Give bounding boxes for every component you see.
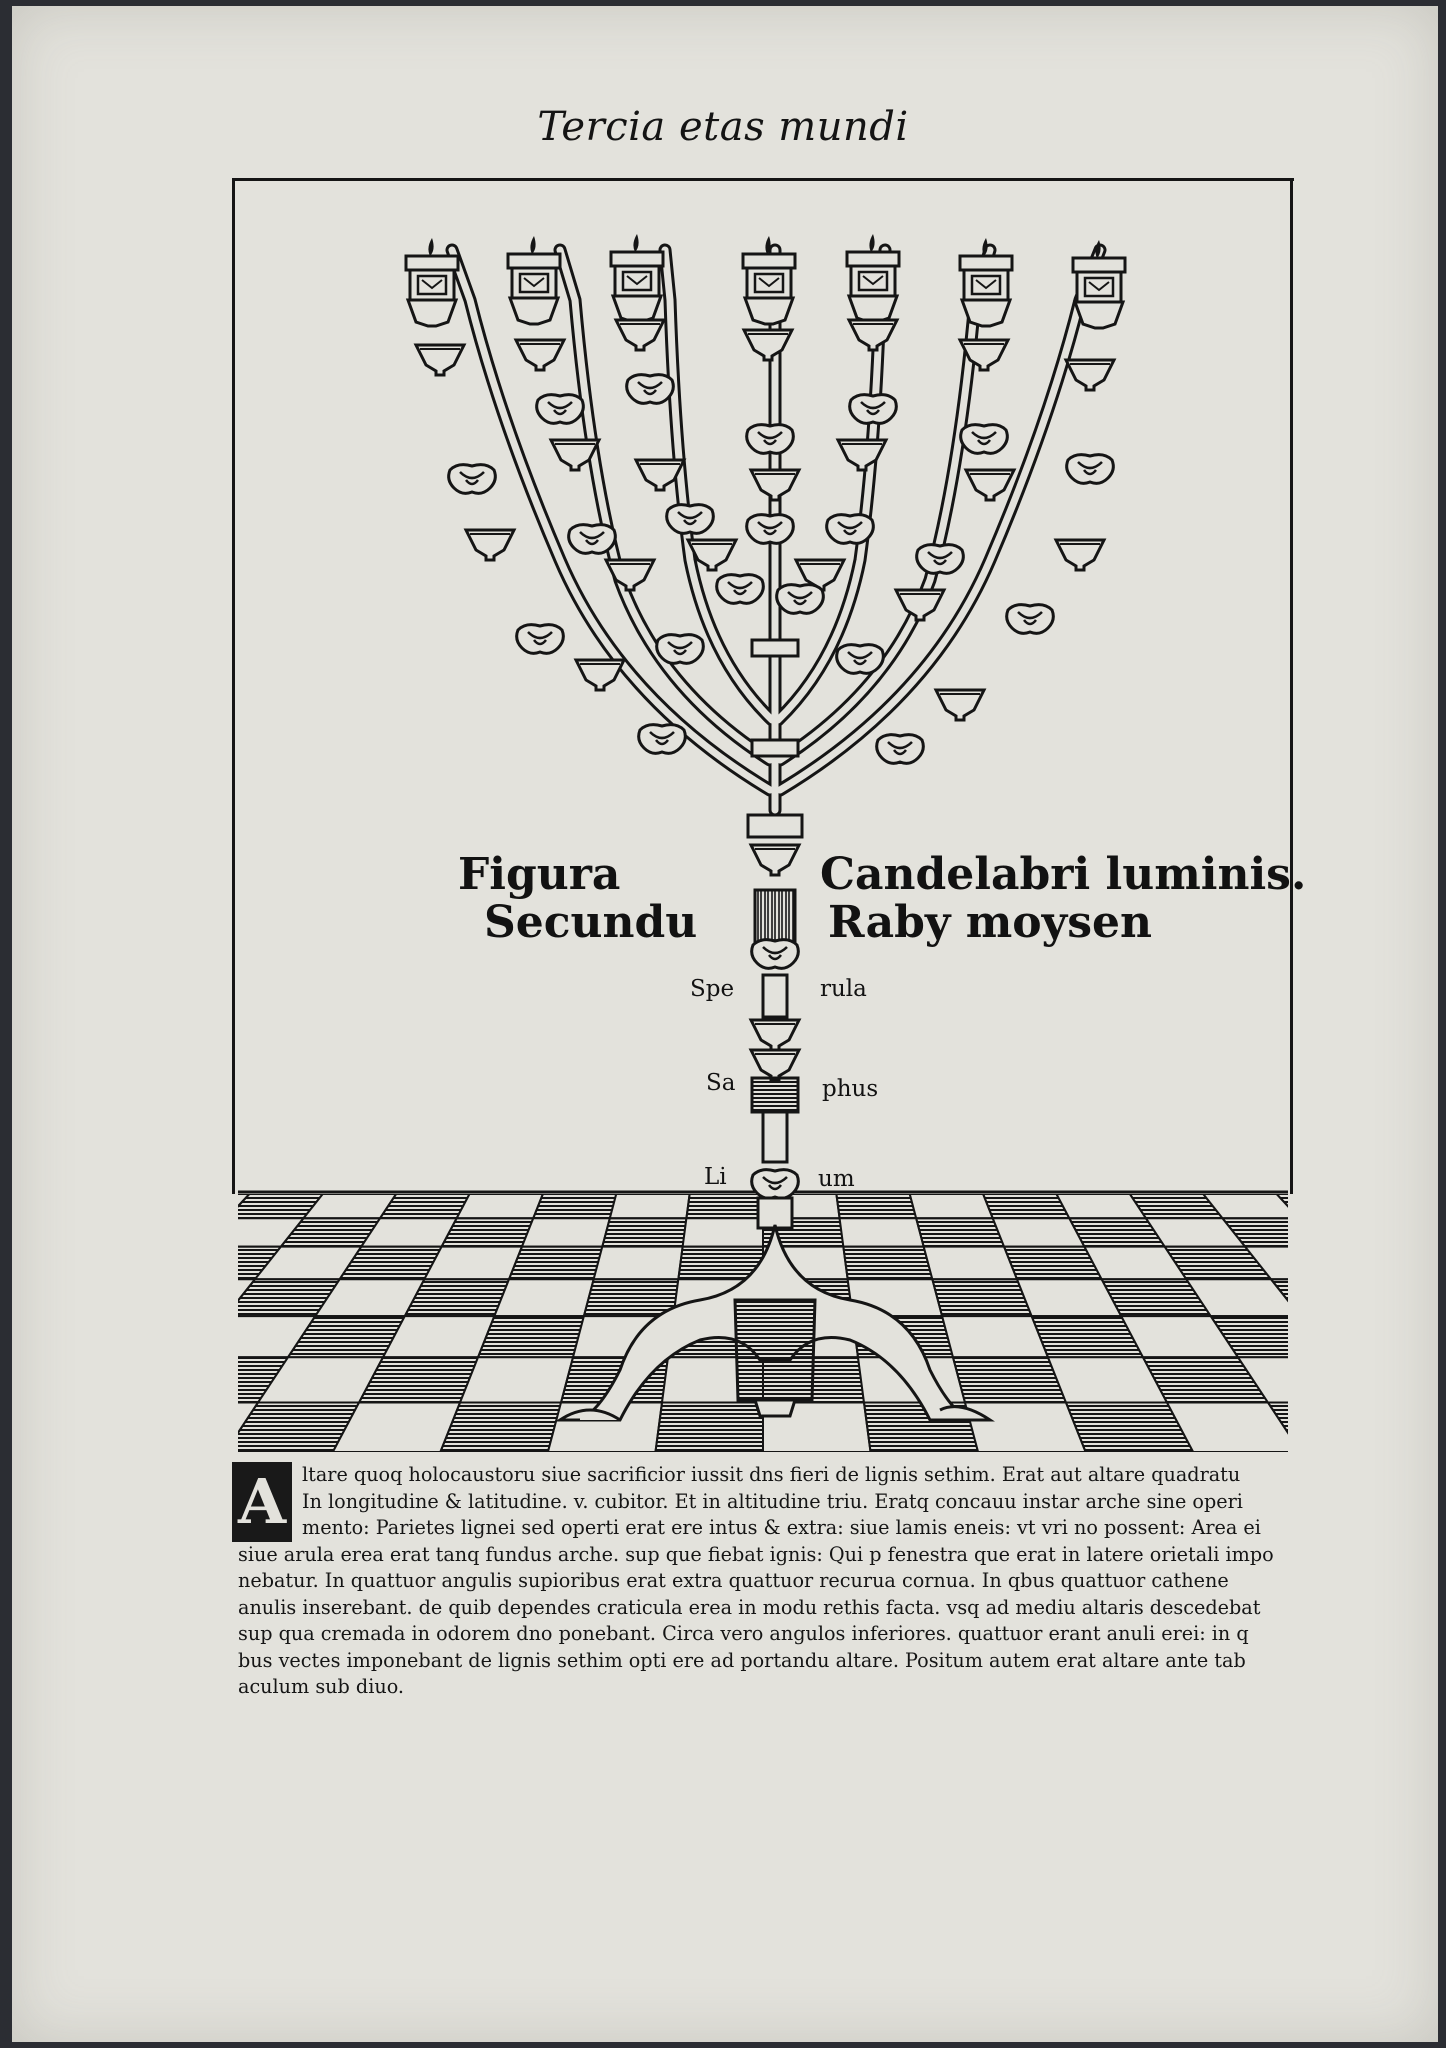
text-line: In longitudine & latitudine. v. cubitor. Et in altitudine triu. Eratq concauu instar arche sine operi	[302, 1489, 1243, 1513]
decorated-initial: A	[232, 1462, 292, 1542]
floor-tile	[86, 1247, 201, 1280]
text-line: mento: Parietes lignei sed operti erat ere intus & extra: siue lamis eneis: vt vri no possent: Area ei	[302, 1516, 1261, 1539]
floor-tile	[1428, 1357, 1446, 1402]
text-line: ltare quoq holocaustoru siue sacrificior iussit dns fieri de lignis sethim. Erat aut altare quadratu	[302, 1463, 1241, 1486]
floor-tile	[0, 1357, 98, 1402]
floor-tile	[3, 1316, 136, 1357]
floor-tile	[0, 1194, 29, 1218]
floor-tile	[424, 1247, 522, 1280]
floor-tile	[1325, 1247, 1440, 1280]
floor-tile	[1268, 1403, 1408, 1452]
floor-tile	[1369, 1403, 1446, 1452]
floor-tile	[1, 1247, 120, 1280]
floor-tile	[953, 1357, 1066, 1402]
floor-tile	[1300, 1316, 1428, 1357]
floor-tile	[0, 1357, 3, 1402]
floor-tile	[47, 1279, 171, 1316]
floor-tile	[1376, 1218, 1446, 1246]
floor-tile	[686, 1194, 763, 1218]
floor-tile	[440, 1403, 561, 1452]
floor-tile	[655, 1403, 763, 1452]
floor-tile	[983, 1194, 1069, 1218]
floor-tile	[584, 1279, 678, 1316]
floor-tile	[0, 1279, 1, 1316]
label-sa: Sa	[706, 1070, 736, 1096]
floor-tile	[460, 1357, 573, 1402]
label-phus: phus	[822, 1076, 879, 1102]
floor-tile	[610, 1194, 690, 1218]
floor-tile	[840, 1218, 924, 1246]
floor-tile	[509, 1247, 602, 1280]
floor-tile	[40, 1218, 150, 1246]
floor-tile	[0, 1279, 86, 1316]
floor-tile	[478, 1316, 584, 1357]
floor-tile	[843, 1247, 932, 1280]
floor-tile	[457, 1194, 543, 1218]
floor-tile	[0, 1316, 47, 1357]
floor-tile	[1299, 1218, 1406, 1246]
floor-tile	[916, 1218, 1004, 1246]
floor-tile	[533, 1194, 616, 1218]
floor-tile	[594, 1247, 683, 1280]
floor-tile	[136, 1279, 255, 1316]
body-text-block	[238, 1462, 1284, 1701]
floor-tile	[0, 1403, 56, 1452]
floor-tile	[924, 1247, 1017, 1280]
floor-tile	[1423, 1194, 1446, 1218]
floor-tile	[494, 1279, 593, 1316]
label-candelabri: Candelabri luminis.	[820, 849, 1307, 900]
floor-tile	[98, 1316, 226, 1357]
text-line: bus vectes imponebant de lignis sethim opti ere ad portandu altare. Positum autem erat altare ante tab	[238, 1648, 1246, 1672]
floor-tile	[942, 1316, 1048, 1357]
floor-tile	[1406, 1247, 1446, 1280]
floor-tile	[965, 1403, 1086, 1452]
floor-tile	[380, 1194, 469, 1218]
floor-tile	[1333, 1357, 1446, 1402]
floor-tile	[10, 1403, 157, 1452]
floor-tile	[683, 1218, 763, 1246]
floor-tile	[1440, 1279, 1446, 1316]
label-spe: Spe	[690, 976, 735, 1002]
floor-tile	[120, 1218, 227, 1246]
floor-tile	[1350, 1194, 1446, 1218]
floor-tile	[602, 1218, 686, 1246]
label-secundu: Secundu	[484, 897, 698, 948]
floor-tile	[932, 1279, 1031, 1316]
floor-tile	[150, 1194, 249, 1218]
floor-tile	[1277, 1194, 1376, 1218]
floor-tile	[0, 1194, 103, 1218]
running-title: Tercia etas mundi	[537, 104, 909, 150]
label-raby-moysen: Raby moysen	[828, 897, 1152, 948]
label-um: um	[818, 1166, 855, 1192]
floor-tile	[522, 1218, 610, 1246]
floor-tile	[1390, 1316, 1446, 1357]
floor-tile	[442, 1218, 534, 1246]
floor-tile	[74, 1194, 176, 1218]
label-figura: Figura	[458, 849, 621, 900]
floor-tile	[118, 1403, 258, 1452]
floor-tile	[1356, 1279, 1446, 1316]
text-line: anulis inserebant. de quib dependes craticula erea in modu rethis facta. vsq ad mediu altaris descedebat	[238, 1595, 1261, 1619]
floor-tile	[910, 1194, 993, 1218]
text-line: aculum sub diuo.	[238, 1675, 405, 1698]
text-line: siue arula erea erat tanq fundus arche. sup que fiebat ignis: Qui p fenestra que erat in latere orietali impo	[238, 1542, 1274, 1566]
floor-tile	[56, 1357, 193, 1402]
label-rula: rula	[820, 976, 867, 1002]
floor-tile	[405, 1279, 509, 1316]
floor-tile	[1271, 1279, 1390, 1316]
floor-tile	[836, 1194, 916, 1218]
text-line: sup qua cremada in odorem dno ponebant. Circa vero angulos inferiores. quattuor erant anuli erei: in q	[238, 1622, 1249, 1645]
floor-tile	[0, 1218, 74, 1246]
floor-tile	[0, 1247, 40, 1280]
text-line: nebatur. In quattuor angulis supioribus erat extra quattuor recurua cornua. In qbus quattuor cathene	[238, 1569, 1229, 1592]
label-li: Li	[704, 1164, 727, 1190]
